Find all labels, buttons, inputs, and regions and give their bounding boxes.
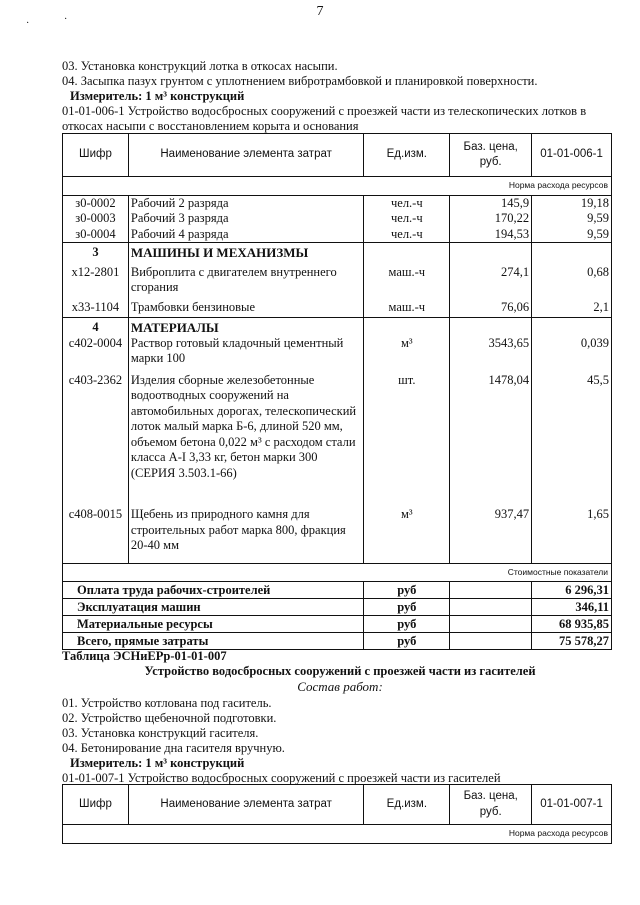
cell-name: Щебень из природного камня для строительных работ марка 800, фракция 20-40 мм: [128, 481, 364, 563]
header-name: Наименование элемента затрат: [128, 785, 364, 825]
cell-value: 9,59: [532, 227, 612, 243]
cell-value: 0,039: [532, 336, 612, 367]
cell-value: 0,68: [532, 261, 612, 296]
total-row: [63, 616, 612, 633]
work-step: 01. Устройство котлована под гаситель.: [62, 696, 272, 710]
total-value: 6 296,31: [532, 582, 612, 599]
rate-description: 01-01-007-1 Устройство водосбросных сооружений с проезжей части из гасителей: [62, 771, 501, 785]
norms-table-2: [62, 784, 612, 844]
header-unit: Ед.изм.: [364, 785, 450, 825]
section-row: [63, 243, 612, 261]
table-row: [63, 195, 612, 211]
table-row: [63, 227, 612, 243]
cell-code: с402-0004: [63, 336, 129, 367]
meter-label: Измеритель: 1 м³ конструкций: [70, 89, 245, 103]
cell-price: 194,53: [450, 227, 532, 243]
cell-price: 76,06: [450, 296, 532, 318]
cell-unit: чел.-ч: [364, 211, 450, 227]
cell-unit: м³: [364, 336, 450, 367]
cell-price: 937,47: [450, 481, 532, 563]
total-row: [63, 582, 612, 599]
cell-unit: чел.-ч: [364, 195, 450, 211]
cell-value: 45,5: [532, 367, 612, 482]
cell-unit: чел.-ч: [364, 227, 450, 243]
header-price: Баз. цена, руб.: [450, 785, 532, 825]
cell-unit: шт.: [364, 367, 450, 482]
cell-code: з0-0004: [63, 227, 129, 243]
total-row: [63, 599, 612, 616]
table-row: [63, 367, 612, 482]
rate-description: откосах насыпи с восстановлением корыта и основания: [62, 119, 359, 133]
cell-price: 145,9: [450, 195, 532, 211]
section-heading: Устройство водосбросных сооружений с проезжей части из гасителей: [144, 664, 536, 678]
cell-code: з0-0003: [63, 211, 129, 227]
cell-code: с408-0015: [63, 481, 129, 563]
section-title: МАТЕРИАЛЫ: [128, 318, 364, 336]
table-row: [63, 481, 612, 563]
cell-value: 9,59: [532, 211, 612, 227]
total-label: Оплата труда рабочих-строителей: [63, 582, 364, 599]
norma-label: Норма расхода ресурсов: [63, 177, 612, 196]
page-number: 7: [316, 4, 324, 19]
section-title: МАШИНЫ И МЕХАНИЗМЫ: [128, 243, 364, 261]
rate-description: 01-01-006-1 Устройство водосбросных сооружений с проезжей части из телескопических лотков в: [62, 104, 587, 118]
total-label: Материальные ресурсы: [63, 616, 364, 633]
header-rate-code: 01-01-006-1: [532, 134, 612, 177]
header-code: Шифр: [63, 134, 129, 177]
cell-code: з0-0002: [63, 195, 129, 211]
cell-value: 19,18: [532, 195, 612, 211]
section-number: 3: [63, 243, 129, 261]
cell-code: х33-1104: [63, 296, 129, 318]
header-name: Наименование элемента затрат: [128, 134, 364, 177]
table-row: [63, 336, 612, 367]
cell-name: Виброплита с двигателем внутреннего сгорания: [128, 261, 364, 296]
cell-price: 1478,04: [450, 367, 532, 482]
cell-price: 170,22: [450, 211, 532, 227]
total-unit: руб: [364, 599, 450, 616]
cell-unit: маш.-ч: [364, 296, 450, 318]
section-number: 4: [63, 318, 129, 336]
meter-label: Измеритель: 1 м³ конструкций: [70, 756, 245, 770]
total-unit: руб: [364, 633, 450, 650]
header-rate-code: 01-01-007-1: [532, 785, 612, 825]
norma-label: Норма расхода ресурсов: [63, 825, 612, 844]
cell-code: с403-2362: [63, 367, 129, 482]
header-code: Шифр: [63, 785, 129, 825]
total-unit: руб: [364, 582, 450, 599]
cell-name: Рабочий 4 разряда: [128, 227, 364, 243]
table-row: [63, 296, 612, 318]
norms-table-1: [62, 133, 612, 650]
cell-name: Рабочий 3 разряда: [128, 211, 364, 227]
cell-price: 274,1: [450, 261, 532, 296]
cell-name: Рабочий 2 разряда: [128, 195, 364, 211]
total-unit: руб: [364, 616, 450, 633]
scan-mark: ·: [64, 14, 68, 25]
cost-indicators-label: Стоимостные показатели: [63, 563, 612, 582]
table-title: Таблица ЭСНиЕРр-01-01-007: [62, 649, 227, 663]
total-row: [63, 633, 612, 650]
cell-name: Изделия сборные железобетонные водоотводных сооружений на автомобильных дорогах, телескопический лоток малый марка Б-6, длиной 520 мм, объемом бетона 0,022 м³ с расходом стали класса А-I 3,33 кг, бетон марки 300 (СЕРИЯ 3.503.1-66): [128, 367, 364, 482]
work-step: 03. Установка конструкций лотка в откосах насыпи.: [62, 59, 338, 73]
work-step: 04. Бетонирование дна гасителя вручную.: [62, 741, 285, 755]
total-value: 68 935,85: [532, 616, 612, 633]
table-row: [63, 261, 612, 296]
work-step: 03. Установка конструкций гасителя.: [62, 726, 259, 740]
work-step: 04. Засыпка пазух грунтом с уплотнением вибротрамбовкой и планировкой поверхности.: [62, 74, 538, 88]
section-row: [63, 318, 612, 336]
works-title: Состав работ:: [297, 679, 383, 694]
cell-value: 1,65: [532, 481, 612, 563]
total-label: Всего, прямые затраты: [63, 633, 364, 650]
work-step: 02. Устройство щебеночной подготовки.: [62, 711, 277, 725]
cell-price: 3543,65: [450, 336, 532, 367]
cell-value: 2,1: [532, 296, 612, 318]
cell-unit: маш.-ч: [364, 261, 450, 296]
total-value: 346,11: [532, 599, 612, 616]
cell-unit: м³: [364, 481, 450, 563]
table-row: [63, 211, 612, 227]
total-value: 75 578,27: [532, 633, 612, 650]
cell-name: Трамбовки бензиновые: [128, 296, 364, 318]
header-price: Баз. цена, руб.: [450, 134, 532, 177]
scan-mark: ·: [26, 18, 30, 29]
cell-code: х12-2801: [63, 261, 129, 296]
cell-name: Раствор готовый кладочный цементный марки 100: [128, 336, 364, 367]
total-label: Эксплуатация машин: [63, 599, 364, 616]
header-unit: Ед.изм.: [364, 134, 450, 177]
